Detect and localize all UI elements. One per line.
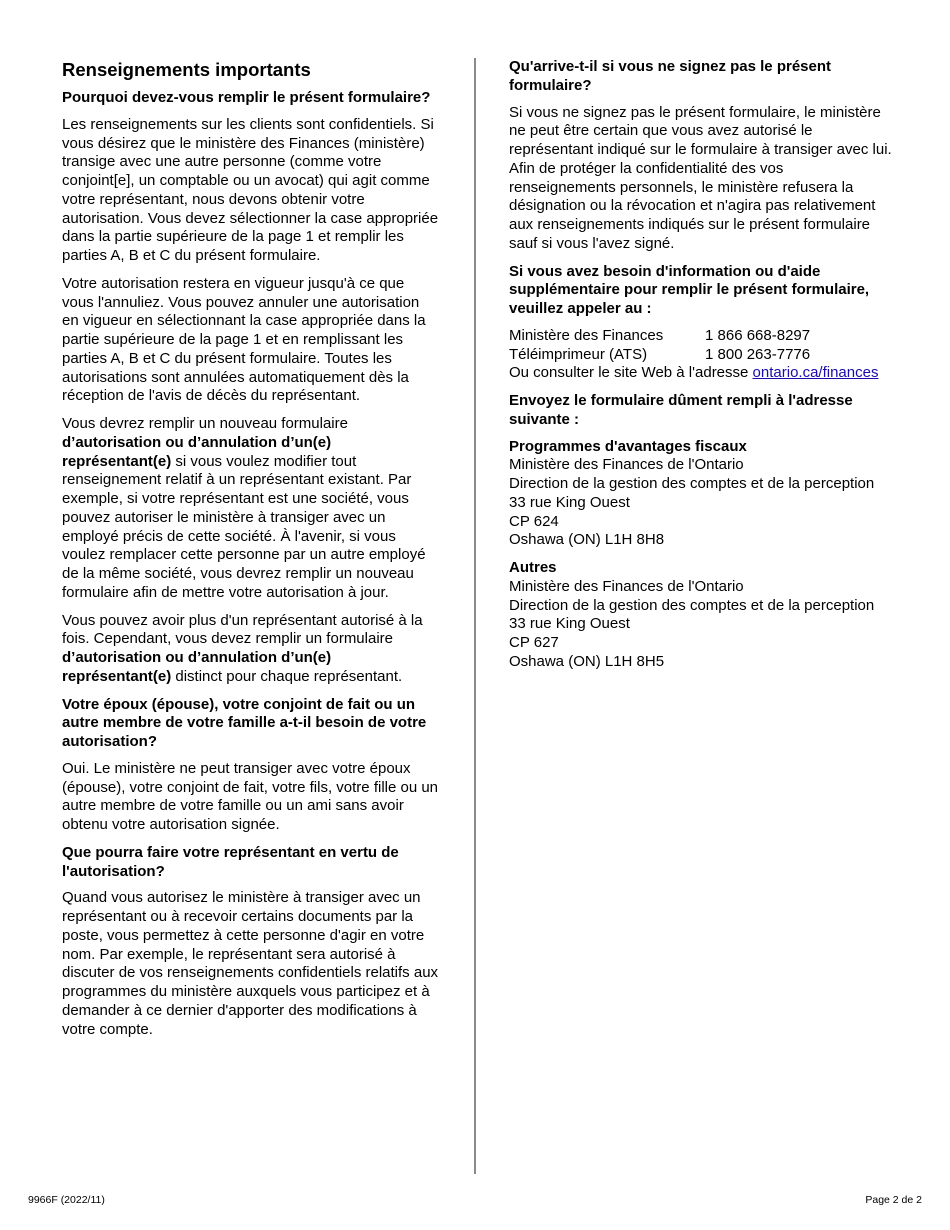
contact-list [509,327,894,383]
paragraph-validity: Votre autorisation restera en vigueur jusqu'à ce que vous l'annuliez. Vous pouvez annuler une autorisation en vigueur en sélectionnant la case appropriée dans la partie supérieure de la page 1 et en remplissant les parties A, B et C du présent formulaire. Toutes les autorisations sont annulées automatiquement dès la réception de l'avis de décès du représentant. [62,274,426,405]
address-line: Direction de la gestion des comptes et de la perception [509,475,875,492]
address-line: Direction de la gestion des comptes et de la perception [509,596,875,614]
paragraph-confidential: Les renseignements sur les clients sont confidentiels. Si vous désirez que le ministère des Finances (ministère) transige avec une autre personne (comme votre conjoint[e], un comptable ou un avocat) qui agit comme votre représentant, nous devons obtenir votre autorisation. Vous devez sélectionner la case appropriée dans la partie supérieure de la page 1 et remplir les parties A, B et C du présent formulaire. [62,115,439,265]
form-code: 9966F (2022/11) [28,1194,105,1206]
heading-why-fill: Pourquoi devez-vous remplir le présent formulaire? [62,89,431,107]
website-link[interactable]: ontario.ca/finances [752,364,879,382]
address-line: CP 627 [509,634,559,651]
address-line: 33 rue King Ouest [509,615,630,633]
address-tax-programs [509,438,894,551]
heading-help: Si vous avez besoin d'information ou d'aide supplémentaire pour remplir le présent formulaire, veuillez appeler au : [509,262,870,317]
heading-not-signed: Qu'arrive-t-il si vous ne signez pas le présent formulaire? [509,58,832,94]
paragraph-not-signed: Si vous ne signez pas le présent formulaire, le ministère ne peut être certain que vous avez autorisé le représentant indiqué sur le formulaire à transiger avec lui. Afin de protéger la confidentialité des vos renseignements personnels, le ministère refusera la désignation ou la révocation et n'agira pas relativement aux renseignements indiqués sur le présent formulaire sauf si vous l'avez signé. [509,103,892,252]
web-prefix: Ou consulter le site Web à l'adresse [509,364,753,382]
heading-send-form: Envoyez le formulaire dûment rempli à l'adresse suivante : [509,392,853,428]
contact-label: Ministère des Finances [509,326,664,344]
column-divider [474,58,476,1174]
paragraph-spouse-answer: Oui. Le ministère ne peut transiger avec votre époux (épouse), votre conjoint de fait, votre fils, votre fille ou un autre membre de votre famille ou un ami sans avoir obtenu votre autorisation signée. [62,759,439,834]
paragraph-multiple-reps [62,612,440,687]
address-line: Oshawa (ON) L1H 8H8 [509,531,665,549]
left-column [62,58,440,1048]
paragraph-rep-powers: Quand vous autorisez le ministère à transiger avec un représentant ou à recevoir certains documents par la poste, vous permettez à cette personne d'agir en votre nom. Par exemple, le représentant sera autorisé à discuter de vos renseignements confidentiels relatifs aux programmes du ministère auxquels vous participez et à demander à ce dernier d'apporter des modifications à votre compte. [62,889,439,1038]
heading-spouse: Votre époux (épouse), votre conjoint de fait ou un autre membre de votre famille a-t-il besoin de votre autorisation? [62,695,427,751]
text-segment: distinct pour chaque représentant. [171,667,403,685]
page-number: Page 2 de 2 [865,1194,922,1206]
address-line: 33 rue King Ouest [509,493,630,511]
address-title: Autres [509,559,557,576]
contact-label: Téléimprimeur (ATS) [509,345,648,363]
address-line: Oshawa (ON) L1H 8H5 [509,652,665,670]
heading-rep-powers: Que pourra faire votre représentant en vertu de l'autorisation? [62,843,399,880]
address-line: Ministère des Finances de l'Ontario [509,456,744,474]
address-line: CP 624 [509,512,559,530]
address-line: Ministère des Finances de l'Ontario [509,577,744,595]
page-title: Renseignements importants [62,59,311,80]
address-title: Programmes d'avantages fiscaux [509,437,747,455]
text-segment: Vous pouvez avoir plus d'un représentant autorisé à la fois. Cependant, vous devez remplir un formulaire [62,611,423,648]
contact-row-ministry [509,327,894,346]
text-segment: si vous voulez modifier tout renseignement relatif à un représentant existant. Par exemple, si votre représentant est une société, vous pouvez autoriser le ministère à transiger avec un employé précis de cette société. À l'avenir, si vous voulez remplacer cette personne par un autre employé de la même société, vous devrez remplir un nouveau formulaire afin de mettre votre autorisation à jour. [62,452,426,601]
text-segment: Vous devrez remplir un nouveau formulaire [62,415,348,433]
paragraph-new-form [62,415,440,603]
text-bold-form-name: d’autorisation ou d’annulation d’un(e) représentant(e) [62,649,332,685]
contact-row-web [509,364,894,383]
contact-phone: 1 866 668-8297 [705,326,811,344]
right-column [509,58,894,681]
address-others [509,559,894,672]
contact-row-tty [509,346,894,365]
text-bold-form-name: d’autorisation ou d’annulation d’un(e) représentant(e) [62,433,332,470]
contact-phone: 1 800 263-7776 [705,345,811,363]
